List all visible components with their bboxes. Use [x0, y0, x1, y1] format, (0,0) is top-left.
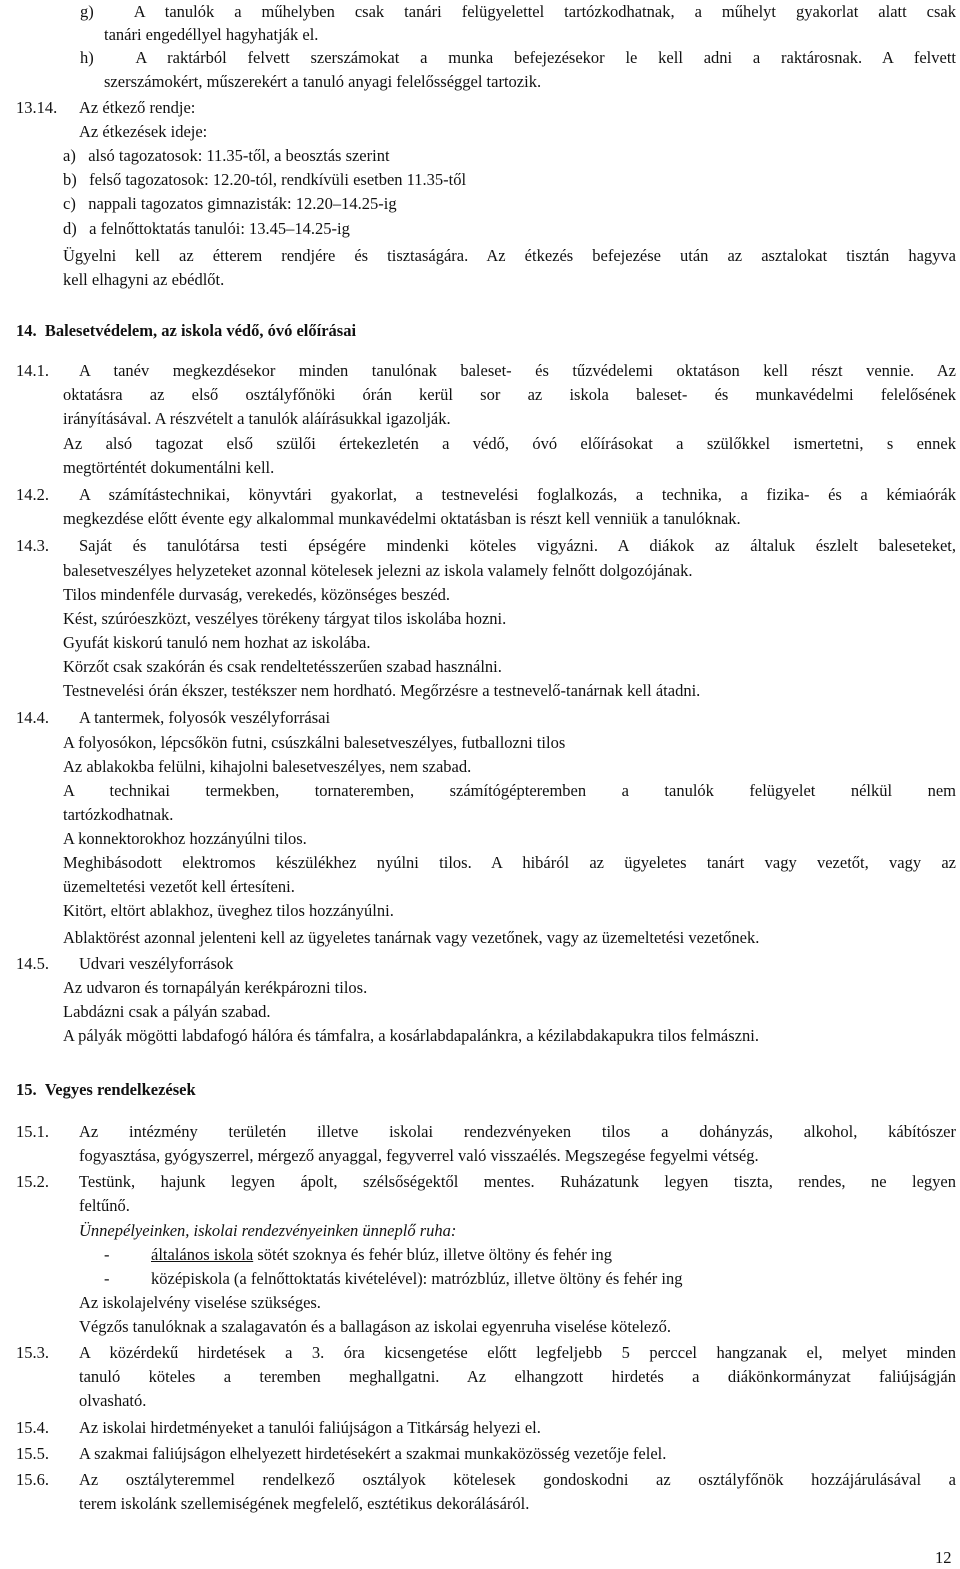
- uniform-title: Ünnepélyeinken, iskolai rendezvényeinken ünneplő ruha:: [79, 1221, 457, 1240]
- text-line: tartózkodhatnak.: [63, 805, 174, 824]
- text-line: Az osztályteremmel rendelkező osztályok kötelesek gondoskodni az osztályfőnök hozzájárulásával a: [79, 1470, 956, 1489]
- text-line: oktatásra az első osztályfőnöki órán kerül sor az iskola baleset- és munkavédelmi felelősének: [63, 385, 956, 404]
- section-heading-14: 14. Balesetvédelem, az iskola védő, óvó előírásai: [16, 321, 357, 340]
- section-number: 13.14.: [16, 98, 58, 117]
- section-number: 14.3.: [16, 536, 49, 555]
- text-line: Meghibásodott elektromos készülékhez nyúlni tilos. A hibáról az ügyeletes tanárt vagy vezetőt, vagy az: [63, 853, 956, 872]
- text-line: g) A tanulók a műhelyben csak tanári felügyelettel tartózkodhatnak, a műhelyt gyakorlat alatt csak: [80, 2, 956, 21]
- text-line: Kitört, eltört ablakhoz, üveghez tilos hozzányúlni.: [63, 901, 394, 920]
- text-line: Az ablakokba felülni, kihajolni balesetveszélyes, nem szabad.: [63, 757, 472, 776]
- text-line: Ablaktörést azonnal jelenteni kell az ügyeletes tanárnak vagy vezetőnek, vagy az üzemeltetési vezetőnek.: [63, 928, 760, 947]
- text-line: megtörténtét dokumentálni kell.: [63, 458, 275, 477]
- text-line: Körzőt csak szakórán és csak rendeltetésszerűen szabad használni.: [63, 657, 502, 676]
- text-line: A szakmai faliújságon elhelyezett hirdetésekért a szakmai munkaközösség vezetője felel.: [79, 1444, 667, 1463]
- text-line: Végzős tanulóknak a szalagavatón és a ballagáson az iskolai egyenruha viselése kötelező.: [79, 1317, 671, 1336]
- section-number: 14.4.: [16, 708, 49, 727]
- text-line: Udvari veszélyforrások: [79, 954, 234, 973]
- page-number: 12: [935, 1548, 952, 1567]
- text-line: A pályák mögötti labdafogó hálóra és támfalra, a kosárlabdapalánkra, a kézilabdakapukra tilos felmászni.: [63, 1026, 759, 1045]
- text-line: Az intézmény területén illetve iskolai rendezvényeken tilos a dohányzás, alkohol, kábítószer: [79, 1122, 956, 1141]
- text-line: Az udvaron és tornapályán kerékpározni tilos.: [63, 978, 368, 997]
- text-line: terem iskolánk szellemiségének megfelelő, esztétikus dekorálásáról.: [79, 1494, 530, 1513]
- text-line: A számítástechnikai, könyvtári gyakorlat, a testnevelési foglalkozás, a technika, a fizika- és a kémiaórák: [79, 485, 956, 504]
- text-line: tanári engedéllyel hagyhatják el.: [104, 25, 319, 44]
- text-line: Testnevelési órán ékszer, testékszer nem hordható. Megőrzésre a testnevelő-tanárnak kell átadni.: [63, 681, 701, 700]
- text-line: A tanév megkezdésekor minden tanulónak baleset- és tűzvédelemi oktatáson kell részt vennie. Az: [79, 361, 956, 380]
- text-line: üzemeltetési vezetőt kell értesíteni.: [63, 877, 295, 896]
- text-line: Az iskolai hirdetményeket a tanulói faliújságon a Titkárság helyezi el.: [79, 1418, 541, 1437]
- text-line: irányításával. A részvételt a tanulók aláírásukkal igazolják.: [63, 409, 451, 428]
- section-number: 15.1.: [16, 1122, 49, 1141]
- text-line: h) A raktárból felvett szerszámokat a munka befejezésekor le kell adni a raktárosnak. A felvett: [80, 48, 956, 67]
- text-line: Gyufát kiskorú tanuló nem hozhat az iskolába.: [63, 633, 371, 652]
- text-line: kell elhagyni az ebédlőt.: [63, 270, 225, 289]
- list-item: [151, 1245, 612, 1265]
- text-line: Az alsó tagozat első szülői értekezletén a védő, óvó előírásokat a szülőkkel ismertetni, s ennek: [63, 434, 956, 453]
- text-line: balesetveszélyes helyzeteket azonnal kötelesek jelezni az iskola valamely felnőtt dolgozójának.: [63, 561, 693, 580]
- section-number: 14.1.: [16, 361, 49, 380]
- text-line: A technikai termekben, tornateremben, számítógépteremben a tanulók felügyelet nélkül nem: [63, 781, 956, 800]
- text-line: Az étkezések ideje:: [79, 122, 208, 141]
- text-line: Kést, szúróeszközt, veszélyes törékeny tárgyat tilos iskolába hozni.: [63, 609, 507, 628]
- text-line: olvasható.: [79, 1391, 147, 1410]
- section-number: 15.6.: [16, 1470, 49, 1489]
- text-line: Tilos mindenféle durvaság, verekedés, közönséges beszéd.: [63, 585, 451, 604]
- text-line: Az étkező rendje:: [79, 98, 196, 117]
- section-number: 14.5.: [16, 954, 49, 973]
- text-line: Ügyelni kell az étterem rendjére és tisztaságára. Az étkezés befejezése után az asztalokat tisztán hagyva: [63, 246, 956, 265]
- section-heading-15: 15. Vegyes rendelkezések: [16, 1080, 196, 1099]
- text-line: megkezdése előtt évente egy alkalommal munkavédelmi oktatásban is részt kell venniük a tanulóknak.: [63, 509, 741, 528]
- text-line: feltűnő.: [79, 1196, 130, 1215]
- section-number: 15.2.: [16, 1172, 49, 1191]
- list-item: középiskola (a felnőttoktatás kivételével): matrózblúz, illetve öltöny és fehér ing: [151, 1269, 683, 1288]
- section-number: 15.5.: [16, 1444, 49, 1463]
- text-line: fogyasztása, gyógyszerrel, mérgező anyaggal, fegyverrel való visszaélés. Megszegése fegyelmi vétség.: [79, 1146, 759, 1165]
- text-line: A közérdekű hirdetések a 3. óra kicsengetése előtt legfeljebb 5 perccel hangzanak el, melyet minden: [79, 1343, 956, 1362]
- list-bullet: -: [104, 1245, 110, 1264]
- section-number: 15.3.: [16, 1343, 49, 1362]
- text-line: b) felső tagozatosok: 12.20-tól, rendkívüli esetben 11.35-től: [63, 170, 467, 189]
- text-line: Saját és tanulótársa testi épségére mindenki köteles vigyázni. A diákok az általuk észlelt baleseteket,: [79, 536, 956, 555]
- section-number: 15.4.: [16, 1418, 49, 1437]
- list-item-text: sötét szoknya és fehér blúz, illetve öltöny és fehér ing: [253, 1245, 612, 1264]
- text-line: szerszámokért, műszerekért a tanuló anyagi felelősséggel tartozik.: [104, 72, 542, 91]
- text-line: a) alsó tagozatosok: 11.35-től, a beosztás szerint: [63, 146, 390, 165]
- text-line: d) a felnőttoktatás tanulói: 13.45–14.25-ig: [63, 219, 350, 238]
- text-line: Labdázni csak a pályán szabad.: [63, 1002, 271, 1021]
- list-bullet: -: [104, 1269, 110, 1288]
- text-line: A tantermek, folyosók veszélyforrásai: [79, 708, 331, 727]
- text-line: Az iskolajelvény viselése szükséges.: [79, 1293, 321, 1312]
- text-line: Testünk, hajunk legyen ápolt, szélsőségektől mentes. Ruházatunk legyen tiszta, rendes, ne legyen: [79, 1172, 956, 1191]
- text-line: tanuló köteles a teremben meghallgatni. Az elhangzott hirdetés a diákönkormányzat faliújságján: [79, 1367, 956, 1386]
- section-number: 14.2.: [16, 485, 49, 504]
- text-line: c) nappali tagozatos gimnazisták: 12.20–14.25-ig: [63, 194, 397, 213]
- text-line: A konnektorokhoz hozzányúlni tilos.: [63, 829, 307, 848]
- text-line: A folyosókon, lépcsőkön futni, csúszkálni balesetveszélyes, futballozni tilos: [63, 733, 566, 752]
- list-item-underlined: általános iskola: [151, 1245, 254, 1264]
